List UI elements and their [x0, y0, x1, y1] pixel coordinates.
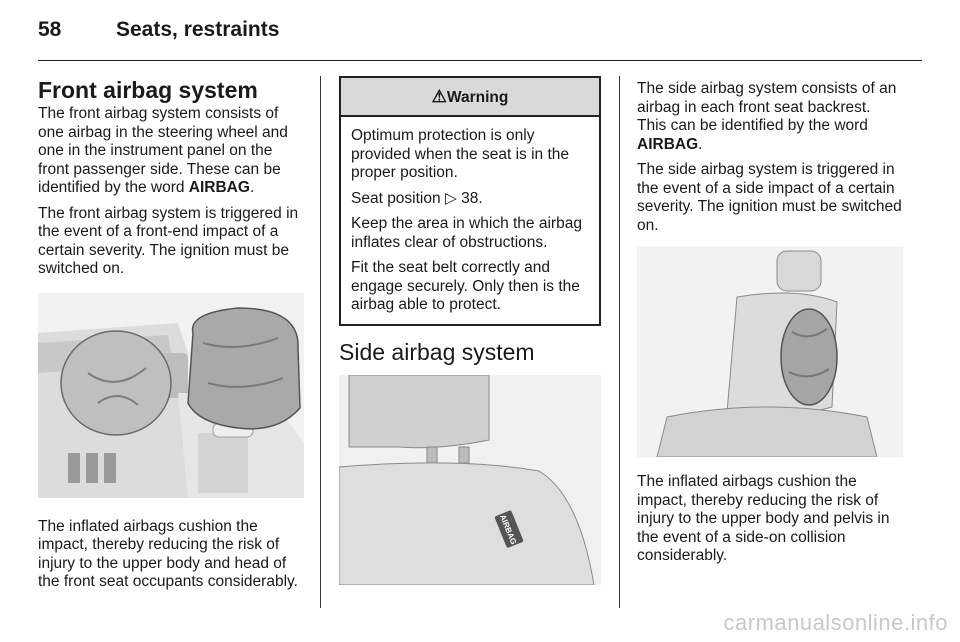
watermark: carmanualsonline.info [723, 610, 948, 635]
header-rule [38, 60, 922, 61]
page-header [38, 18, 279, 42]
warning-triangle-icon: ⚠ [431, 87, 447, 106]
side-airbag-paragraph-2: The side airbag system is triggered in the event of a side impact of a certain severity. The ignition must be switched on. [637, 161, 902, 234]
seat-backrest-illustration [339, 375, 601, 585]
airbag-word-2: AIRBAG [637, 135, 699, 153]
column-divider-2 [619, 76, 620, 608]
warning-paragraph-2: Seat position ▷ 38. [351, 189, 483, 207]
warning-paragraph-3: Keep the area in which the airbag inflates clear of obstructions. [351, 215, 582, 251]
column-warning-side-airbag [339, 72, 601, 585]
column-divider-1 [320, 76, 321, 608]
front-airbag-illustration [38, 293, 304, 498]
warning-box [339, 76, 601, 326]
warning-title: Warning [446, 89, 509, 106]
warning-paragraph-1: Optimum protection is only provided when the seat is in the proper position. [351, 127, 569, 181]
side-airbag-illustration [637, 247, 903, 457]
column-front-airbag [38, 72, 304, 599]
side-airbag-paragraph-3: The inflated airbags cushion the impact, thereby reducing the risk of injury to the upper body and pelvis in the event of a side-on collision considerably. [637, 473, 890, 564]
front-airbag-paragraph-2: The front airbag system is triggered in the event of a front-end impact of a certain severity. The ignition must be switched on. [38, 204, 299, 278]
front-airbag-heading: Front airbag system [38, 77, 258, 103]
warning-paragraph-4: Fit the seat belt correctly and engage securely. Only then is the airbag able to protect. [351, 259, 580, 313]
seat-airbag-label: AIRBAG [498, 512, 519, 546]
airbag-word: AIRBAG [188, 179, 250, 197]
page-number: 58 [38, 18, 62, 41]
page-reference[interactable]: 38. [461, 189, 483, 207]
column-side-airbag-text [637, 80, 903, 573]
warning-body [341, 117, 599, 324]
front-airbag-paragraph-3: The inflated airbags cushion the impact, thereby reducing the risk of injury to the upper body and head of the front seat occupants considerably. [38, 517, 298, 591]
section-title: Seats, restraints [116, 18, 280, 41]
side-airbag-heading: Side airbag system [339, 338, 535, 365]
side-airbag-paragraph-1: The side airbag system consists of an airbag in each front seat backrest. This can be identified by the word AIRBAG. [637, 80, 897, 153]
page-reference-arrow-icon: ▷ [444, 189, 457, 207]
front-airbag-paragraph-1: The front airbag system consists of one airbag in the steering wheel and one in the instrument panel on the front passenger side. These can be identified by the word AIRBAG. [38, 105, 288, 197]
warning-header [341, 78, 599, 117]
